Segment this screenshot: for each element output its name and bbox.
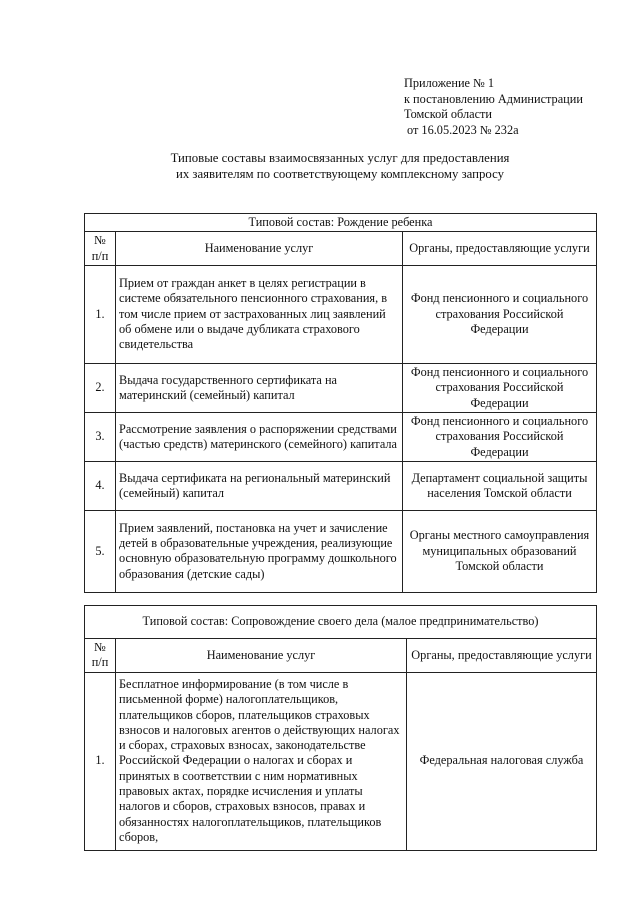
table-row: [85, 412, 597, 461]
column-header-agency: Органы, предоставляющие услуги: [403, 232, 597, 266]
document-heading: [95, 151, 585, 182]
service-name: Прием от граждан анкет в целях регистрации в системе обязательного пенсионного страхования, в том числе прием от застрахованных лиц заявлений об обмене или о выдаче дубликата страхового свидетельства: [116, 265, 403, 363]
heading-line: Типовые составы взаимосвязанных услуг для предоставления: [170, 151, 510, 165]
service-name: Выдача государственного сертификата на материнский (семейный) капитал: [116, 363, 403, 412]
column-header-num: № п/п: [85, 639, 116, 673]
table-row: [85, 672, 597, 850]
column-header-num: № п/п: [85, 232, 116, 266]
agency-name: Департамент социальной защиты населения Томской области: [403, 461, 597, 510]
agency-name: Федеральная налоговая служба: [407, 672, 597, 850]
row-number: 3.: [85, 412, 116, 461]
table-title: Типовой состав: Рождение ребенка: [85, 214, 597, 232]
agency-name: Фонд пенсионного и социального страхования Российской Федерации: [403, 265, 597, 363]
service-name: Рассмотрение заявления о распоряжении средствами (частью средств) материнского (семейного) капитала: [116, 412, 403, 461]
table-row: [85, 363, 597, 412]
appendix-block: [404, 76, 636, 138]
appendix-line: от 16.05.2023 № 232а: [407, 122, 519, 137]
row-number: 4.: [85, 461, 116, 510]
service-name: Бесплатное информирование (в том числе в письменной форме) налогоплательщиков, плательщиков сборов, плательщиков страховых взносов и налоговых агентов о действующих налогах и сборах, страховых взносах, законодательстве Российской Федерации о налогах и сборах и принятых в соответствии с ним нормативных правовых актах, порядке исчисления и уплаты налогов и сборов, страховых взносов, правах и обязанностях налогоплательщиков, плательщиков сборов,: [116, 672, 407, 850]
table-birth: [84, 213, 597, 593]
table-title: Типовой состав: Сопровождение своего дела (малое предпринимательство): [85, 606, 597, 639]
appendix-line: к постановлению Администрации: [404, 91, 583, 106]
column-header-agency: Органы, предоставляющие услуги: [407, 639, 597, 673]
row-number: 1.: [85, 265, 116, 363]
row-number: 5.: [85, 510, 116, 592]
row-number: 1.: [85, 672, 116, 850]
row-number: 2.: [85, 363, 116, 412]
table-row: [85, 461, 597, 510]
column-header-service: Наименование услуг: [116, 639, 407, 673]
table-business: [84, 605, 597, 851]
agency-name: Фонд пенсионного и социального страхования Российской Федерации: [403, 412, 597, 461]
service-name: Выдача сертификата на региональный материнский (семейный) капитал: [116, 461, 403, 510]
service-name: Прием заявлений, постановка на учет и зачисление детей в образовательные учреждения, реализующие основную образовательную программу дошкольного образования (детские сады): [116, 510, 403, 592]
table-row: [85, 265, 597, 363]
table-row: [85, 510, 597, 592]
agency-name: Фонд пенсионного и социального страхования Российской Федерации: [403, 363, 597, 412]
agency-name: Органы местного самоуправления муниципальных образований Томской области: [403, 510, 597, 592]
appendix-line: Приложение № 1: [404, 76, 495, 90]
heading-line: их заявителям по соответствующему комплексному запросу: [175, 166, 505, 181]
column-header-service: Наименование услуг: [116, 232, 403, 266]
appendix-line: Томской области: [404, 107, 492, 121]
